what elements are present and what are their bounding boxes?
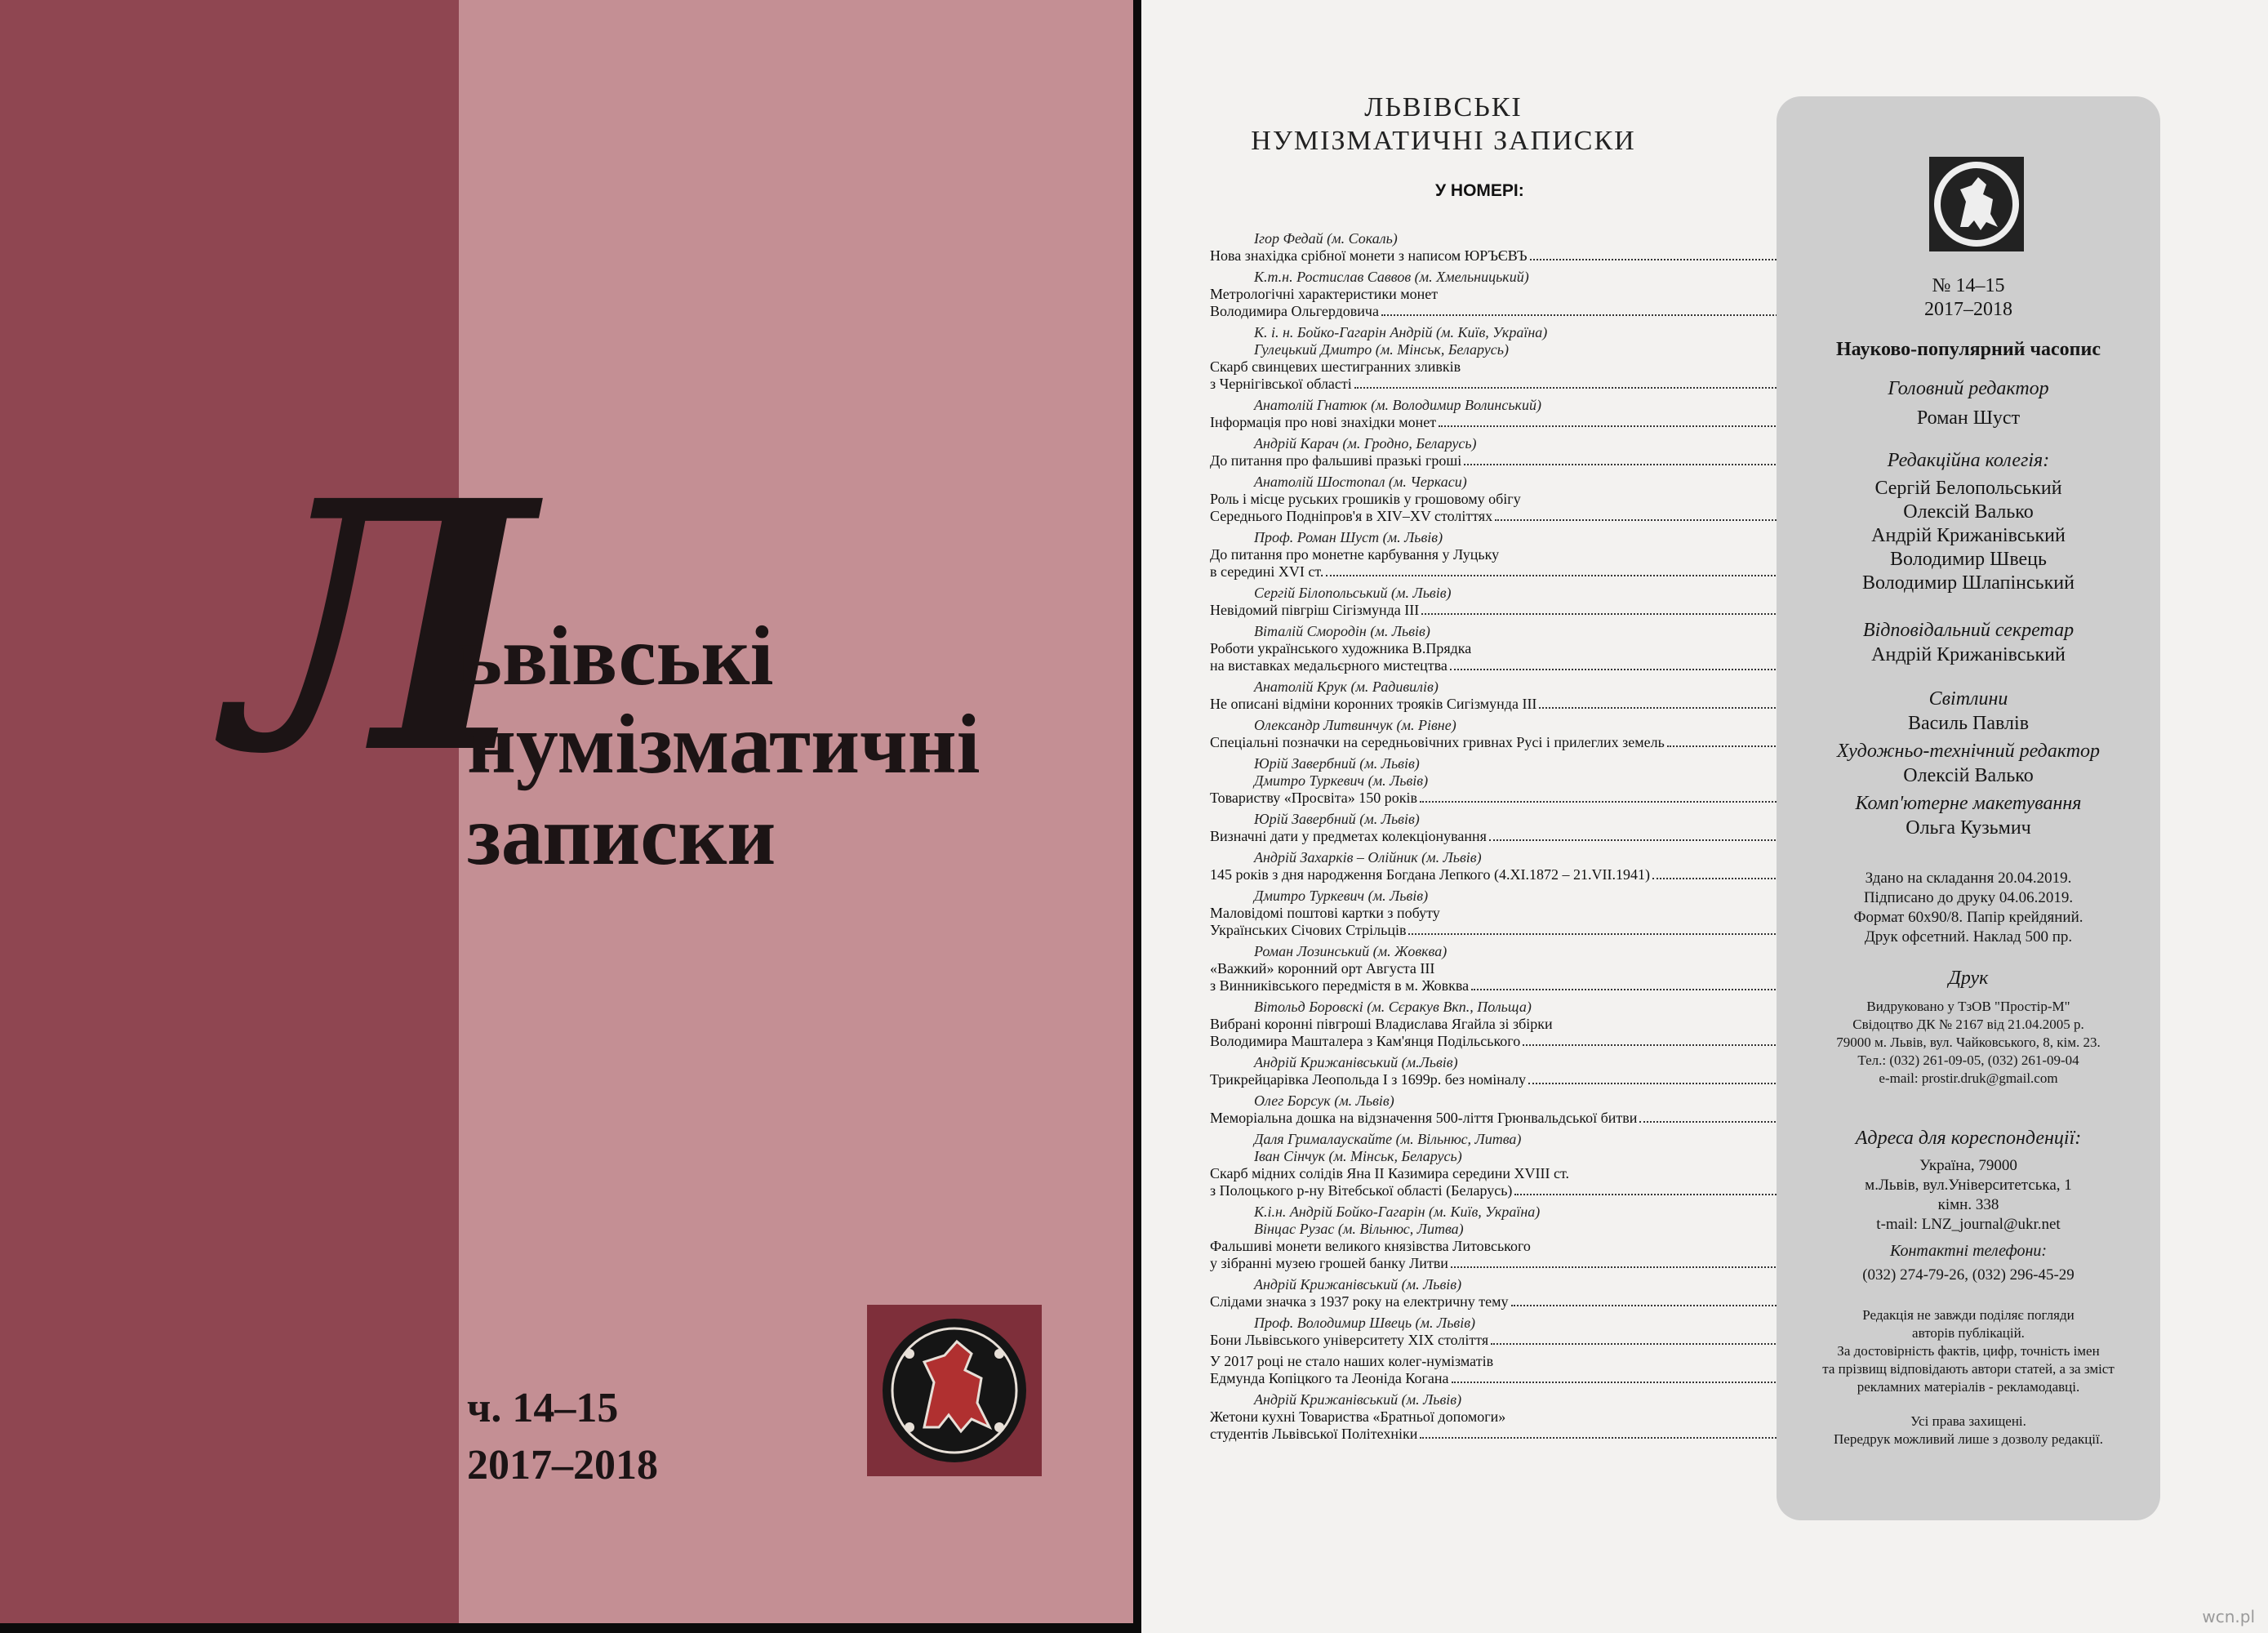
toc-entry bbox=[1210, 324, 1806, 393]
toc-last-line bbox=[1210, 1426, 1806, 1443]
toc-leader-dots bbox=[1354, 387, 1790, 389]
board-member: Олексій Валько bbox=[1903, 501, 2034, 523]
toc-last-line bbox=[1210, 1071, 1806, 1088]
rights-line: Передрук можливий лише з дозволу редакції. bbox=[1834, 1431, 2103, 1447]
toc-author: Юрій Завербний (м. Львів) bbox=[1254, 755, 1420, 772]
toc-entry bbox=[1210, 943, 1806, 994]
toc-author: Іван Сінчук (м. Мінськ, Беларусь) bbox=[1254, 1148, 1462, 1164]
in-issue-heading: У НОМЕРІ: bbox=[1435, 181, 1524, 200]
toc-leader-dots bbox=[1464, 464, 1789, 465]
toc-author: Віталій Смородін (м. Львів) bbox=[1254, 623, 1430, 639]
toc-title-line: Жетони кухні Товариства «Братньої допомоги» bbox=[1210, 1408, 1506, 1425]
toc-author: Проф. Володимир Швець (м. Львів) bbox=[1254, 1315, 1476, 1331]
toc-title-line: До питання про монетне карбування у Луцьку bbox=[1210, 546, 1500, 563]
disclaimer-line: та прізвищ відповідають автори статей, а за зміст bbox=[1822, 1361, 2115, 1377]
printer-line: Свідоцтво ДК № 2167 від 21.04.2005 р. bbox=[1852, 1017, 2084, 1032]
toc-entry bbox=[1210, 1391, 1806, 1443]
toc-last-line bbox=[1210, 508, 1806, 525]
toc-title: Визначні дати у предметах колекціонування bbox=[1210, 828, 1487, 844]
address-line: м.Львів, вул.Університетська, 1 bbox=[1865, 1177, 2072, 1194]
cover-issue-years: 2017–2018 bbox=[467, 1442, 658, 1489]
secretary-label: Відповідальний секретар bbox=[1862, 620, 2075, 641]
toc-author: Роман Лозинський (м. Жовква) bbox=[1254, 943, 1448, 959]
toc-last-line bbox=[1210, 563, 1806, 581]
toc-author: Олександр Литвинчук (м. Рівне) bbox=[1254, 717, 1456, 733]
toc-entry bbox=[1210, 435, 1806, 469]
photo-label: Світлини bbox=[1928, 688, 2008, 710]
lion-emblem-icon bbox=[867, 1305, 1042, 1476]
photo: Василь Павлів bbox=[1907, 713, 2030, 734]
toc-leader-dots bbox=[1381, 314, 1796, 316]
toc-title: Володимира Ольгердовича bbox=[1210, 303, 1379, 319]
toc-entry bbox=[1210, 1092, 1806, 1127]
toc-title: 145 років з дня народження Богдана Лепкого (4.XI.1872 – 21.VII.1941) bbox=[1210, 866, 1650, 883]
address-line: t-mail: LNZ_journal@ukr.net bbox=[1876, 1216, 2061, 1233]
toc-author: Олег Борсук (м. Львів) bbox=[1254, 1092, 1394, 1109]
toc-entry bbox=[1210, 623, 1806, 674]
toc-author: Андрій Захарків – Олійник (м. Львів) bbox=[1254, 849, 1482, 865]
toc-author: Вітольд Боровскі (м. Сєракув Вкп., Польща) bbox=[1254, 999, 1532, 1015]
toc-author: Вінцас Рузас (м. Вільнюс, Литва) bbox=[1254, 1221, 1464, 1237]
cover-initial-letter: Л bbox=[230, 427, 534, 830]
lion-emblem-icon bbox=[1929, 157, 2024, 251]
toc-last-line bbox=[1210, 414, 1806, 431]
secretary: Андрій Крижанівський bbox=[1871, 644, 2066, 665]
board-member: Андрій Крижанівський bbox=[1871, 525, 2066, 546]
toc-author: Даля Грималаускайте (м. Вільнюс, Литва) bbox=[1254, 1131, 1522, 1147]
journal-title-line1: ЛЬВІВСЬКІ bbox=[1364, 92, 1523, 122]
phones-label: Контактні телефони: bbox=[1889, 1242, 2048, 1260]
toc-title: Українських Січових Стрільців bbox=[1210, 922, 1407, 938]
chief-editor: Роман Шуст bbox=[1916, 407, 2021, 429]
toc-last-line bbox=[1210, 1033, 1806, 1050]
disclaimer-line: авторів публікацій. bbox=[1912, 1325, 2025, 1341]
art-label: Художньо-технічний редактор bbox=[1836, 741, 2101, 762]
disclaimer-line: Редакція не завжди поділяє погляди bbox=[1862, 1307, 2075, 1323]
toc-entry bbox=[1210, 1204, 1806, 1272]
toc-leader-dots bbox=[1451, 1266, 1789, 1268]
toc-last-line bbox=[1210, 1255, 1806, 1272]
toc-entry bbox=[1210, 474, 1806, 525]
imprint-box bbox=[1777, 96, 2160, 1520]
toc-title: Трикрейцарівка Леопольда І з 1699р. без номіналу bbox=[1210, 1071, 1526, 1088]
toc-last-line bbox=[1210, 790, 1806, 807]
toc-title: Володимира Машталера з Кам'янця Подільського bbox=[1210, 1033, 1521, 1049]
rights-line: Усі права захищені. bbox=[1910, 1413, 2026, 1429]
toc-title: Інформація про нові знахідки монет bbox=[1210, 414, 1437, 430]
toc-title-line: Метрологічні характеристики монет bbox=[1210, 286, 1439, 302]
toc-leader-dots bbox=[1514, 1194, 1789, 1195]
watermark: wcn.pl bbox=[2202, 1607, 2255, 1626]
toc-last-line bbox=[1210, 247, 1806, 265]
toc-leader-dots bbox=[1452, 1382, 1790, 1383]
toc-title-line: Скарб мідних солідів Яна ІІ Казимира середини XVIII ст. bbox=[1210, 1165, 1569, 1181]
print-info-line: Підписано до друку 04.06.2019. bbox=[1863, 889, 2074, 906]
toc-title: Товариству «Просвіта» 150 років bbox=[1210, 790, 1418, 806]
printer-line: Тел.: (032) 261-09-05, (032) 261-09-04 bbox=[1857, 1052, 2079, 1068]
toc-entry bbox=[1210, 849, 1806, 883]
toc-author: Проф. Роман Шуст (м. Львів) bbox=[1254, 529, 1443, 545]
cover-issue bbox=[467, 1380, 658, 1494]
toc-last-line bbox=[1210, 1370, 1806, 1387]
toc-title: студентів Львівської Політехніки bbox=[1210, 1426, 1418, 1442]
printer-line: 79000 м. Львів, вул. Чайковського, 8, кім. 23. bbox=[1836, 1035, 2101, 1050]
toc-last-line bbox=[1210, 1332, 1806, 1349]
toc-leader-dots bbox=[1450, 669, 1789, 670]
toc-title: з Чернігівської області bbox=[1210, 376, 1352, 392]
address-label: Адреса для кореспонденції: bbox=[1855, 1128, 2082, 1149]
toc-leader-dots bbox=[1528, 1083, 1789, 1084]
toc-leader-dots bbox=[1408, 933, 1789, 935]
toc-entry bbox=[1210, 1353, 1806, 1387]
toc-entry bbox=[1210, 529, 1806, 581]
toc-title: Едмунда Копіцкого та Леоніда Когана bbox=[1210, 1370, 1449, 1386]
toc-entry bbox=[1210, 999, 1806, 1050]
toc-entry bbox=[1210, 585, 1806, 619]
toc-entry bbox=[1210, 269, 1806, 320]
toc-author: Анатолій Шостопал (м. Черкаси) bbox=[1254, 474, 1467, 490]
toc-last-line bbox=[1210, 602, 1806, 619]
toc-leader-dots bbox=[1489, 839, 1789, 841]
toc-title-line: У 2017 році не стало наших колег-нумізматів bbox=[1210, 1353, 1494, 1369]
toc-last-line bbox=[1210, 828, 1806, 845]
toc-entry bbox=[1210, 755, 1806, 807]
toc-title-line: Роль і місце руських грошиків у грошовому обігу bbox=[1210, 491, 1521, 507]
printer-info bbox=[1777, 998, 2160, 1088]
toc-entry bbox=[1210, 679, 1806, 713]
toc-entry bbox=[1210, 1054, 1806, 1088]
toc-leader-dots bbox=[1639, 1121, 1789, 1123]
toc-leader-dots bbox=[1511, 1305, 1789, 1306]
toc-leader-dots bbox=[1652, 878, 1789, 879]
toc-last-line bbox=[1210, 922, 1806, 939]
toc-entry bbox=[1210, 888, 1806, 939]
toc-leader-dots bbox=[1439, 425, 1789, 427]
toc-leader-dots bbox=[1667, 745, 1789, 747]
table-of-contents bbox=[1210, 230, 1806, 1447]
toc-title-line: Скарб свинцевих шестигранних зливків bbox=[1210, 358, 1461, 375]
toc-author: Гулецький Дмитро (м. Мінськ, Беларусь) bbox=[1254, 341, 1509, 358]
toc-leader-dots bbox=[1420, 1437, 1789, 1439]
disclaimer-line: рекламних матеріалів - рекламодавці. bbox=[1857, 1379, 2080, 1395]
print-info-line: Формат 60х90/8. Папір крейдяний. bbox=[1853, 909, 2083, 926]
toc-title: Спеціальні позначки на середньовічних гривнах Русі і прилеглих земель bbox=[1210, 734, 1665, 750]
toc-author: Дмитро Туркевич (м. Львів) bbox=[1254, 888, 1429, 904]
toc-last-line bbox=[1210, 1182, 1806, 1199]
toc-entry bbox=[1210, 1131, 1806, 1199]
print-info-line: Друк офсетний. Наклад 500 пр. bbox=[1864, 928, 2073, 946]
toc-title: Не описані відміни коронних трояків Сигізмунда ІІІ bbox=[1210, 696, 1537, 712]
chief-editor-label: Головний редактор bbox=[1888, 378, 2049, 399]
toc-author: Дмитро Туркевич (м. Львів) bbox=[1254, 772, 1429, 789]
toc-leader-dots bbox=[1539, 707, 1789, 709]
cover-title-line2: нумізматичні bbox=[467, 697, 981, 791]
toc-last-line bbox=[1210, 452, 1806, 469]
toc-entry bbox=[1210, 717, 1806, 751]
toc-title: Бони Львівського університету XIX століття bbox=[1210, 1332, 1489, 1348]
toc-last-line bbox=[1210, 977, 1806, 994]
toc-title: До питання про фальшиві празькі гроші bbox=[1210, 452, 1462, 469]
address-line: Україна, 79000 bbox=[1919, 1157, 2017, 1174]
toc-title-line: Маловідомі поштові картки з побуту bbox=[1210, 905, 1440, 921]
address-info bbox=[1777, 1156, 2160, 1235]
board-member: Сергій Белопольський bbox=[1874, 478, 2062, 499]
address-line: кімн. 338 bbox=[1937, 1196, 1999, 1213]
printer-line: e-mail: prostir.druk@gmail.com bbox=[1879, 1070, 2058, 1086]
print-info bbox=[1777, 869, 2160, 947]
toc-author: Ігор Федай (м. Сокаль) bbox=[1254, 230, 1398, 247]
toc-author: Андрій Крижанівський (м.Львів) bbox=[1254, 1054, 1458, 1070]
toc-leader-dots bbox=[1326, 575, 1789, 576]
disclaimer-line: За достовірність фактів, цифр, точність імен bbox=[1837, 1343, 2100, 1359]
toc-author: К.і.н. Андрій Бойко-Гагарін (м. Київ, Україна) bbox=[1254, 1204, 1541, 1220]
toc-author: Андрій Крижанівський (м. Львів) bbox=[1254, 1276, 1462, 1293]
toc-last-line bbox=[1210, 376, 1806, 393]
board-member: Володимир Шлапінський bbox=[1862, 572, 2075, 594]
toc-leader-dots bbox=[1523, 1044, 1789, 1046]
toc-leader-dots bbox=[1495, 519, 1789, 521]
rights bbox=[1777, 1413, 2160, 1448]
toc-leader-dots bbox=[1530, 259, 1796, 260]
toc-entry bbox=[1210, 397, 1806, 431]
toc-last-line bbox=[1210, 1110, 1806, 1127]
imprint-type: Науково-популярний часопис bbox=[1836, 339, 2101, 360]
print-info-line: Здано на складання 20.04.2019. bbox=[1865, 870, 2072, 887]
imprint-years: 2017–2018 bbox=[1924, 299, 2012, 320]
toc-title: з Полоцького р-ну Вітебської області (Беларусь) bbox=[1210, 1182, 1513, 1199]
toc-title-line: «Важкий» коронний орт Августа ІІІ bbox=[1210, 960, 1435, 977]
toc-author: К.т.н. Ростислав Саввов (м. Хмельницький) bbox=[1254, 269, 1529, 285]
toc-last-line bbox=[1210, 1293, 1806, 1310]
board-label: Редакційна колегія: bbox=[1887, 450, 2050, 471]
toc-leader-dots bbox=[1420, 801, 1789, 803]
toc-author: Андрій Карач (м. Гродно, Беларусь) bbox=[1254, 435, 1477, 452]
toc-entry bbox=[1210, 1315, 1806, 1349]
toc-author: Андрій Крижанівський (м. Львів) bbox=[1254, 1391, 1462, 1408]
toc-leader-dots bbox=[1471, 989, 1789, 990]
toc-title: з Винниківського передмістя в м. Жовква bbox=[1210, 977, 1470, 994]
toc-leader-dots bbox=[1491, 1343, 1789, 1345]
toc-last-line bbox=[1210, 734, 1806, 751]
toc-author: Юрій Завербний (м. Львів) bbox=[1254, 811, 1420, 827]
board-member: Володимир Швець bbox=[1890, 549, 2047, 570]
phones: (032) 274-79-26, (032) 296-45-29 bbox=[1862, 1266, 2075, 1284]
toc-title-line: Роботи українського художника В.Прядка bbox=[1210, 640, 1472, 656]
printer-line: Видруковано у ТзОВ "Простір-М" bbox=[1866, 999, 2070, 1014]
toc-last-line bbox=[1210, 303, 1806, 320]
toc-title: в середині XVI ст. bbox=[1210, 563, 1324, 580]
toc-title: Середнього Подніпров'я в XIV–XV століттях bbox=[1210, 508, 1493, 524]
art-editor: Олексій Валько bbox=[1903, 765, 2034, 786]
journal-cover bbox=[0, 0, 1133, 1623]
layout-designer: Ольга Кузьмич bbox=[1906, 817, 2031, 839]
toc-last-line bbox=[1210, 696, 1806, 713]
contents-page bbox=[1141, 0, 2268, 1633]
toc-author: Анатолій Гнатюк (м. Володимир Волинський) bbox=[1254, 397, 1541, 413]
toc-title: Слідами значка з 1937 року на електричну тему bbox=[1210, 1293, 1509, 1310]
printer-label: Друк bbox=[1948, 968, 1989, 989]
journal-title-line2: НУМІЗМАТИЧНІ ЗАПИСКИ bbox=[1251, 125, 1636, 156]
toc-author: К. і. н. Бойко-Гагарін Андрій (м. Київ, Україна) bbox=[1254, 324, 1548, 340]
toc-title: на виставках медальєрного мистецтва bbox=[1210, 657, 1448, 674]
toc-title-line: Фальшиві монети великого князівства Литовського bbox=[1210, 1238, 1531, 1254]
toc-title: Меморіальна дошка на відзначення 500-ліття Грюнвальдської битви bbox=[1210, 1110, 1638, 1126]
toc-leader-dots bbox=[1421, 613, 1789, 615]
cover-title-line3: записки bbox=[467, 789, 776, 883]
cover-issue-number: ч. 14–15 bbox=[467, 1385, 619, 1431]
imprint-issue: № 14–15 bbox=[1932, 275, 2005, 296]
toc-title: Нова знахідка срібної монети з написом ЮРЪЄВЪ bbox=[1210, 247, 1528, 264]
toc-last-line bbox=[1210, 866, 1806, 883]
toc-author: Анатолій Крук (м. Радивилів) bbox=[1254, 679, 1439, 695]
toc-entry bbox=[1210, 811, 1806, 845]
disclaimer bbox=[1777, 1306, 2160, 1396]
toc-author: Сергій Білопольський (м. Львів) bbox=[1254, 585, 1452, 601]
toc-last-line bbox=[1210, 657, 1806, 674]
layout-label: Комп'ютерне макетування bbox=[1855, 793, 2082, 814]
board-list bbox=[1777, 477, 2160, 595]
toc-title: у зібранні музею грошей банку Литви bbox=[1210, 1255, 1448, 1271]
toc-entry bbox=[1210, 230, 1806, 265]
toc-title: Невідомий півгріш Сігізмунда ІІІ bbox=[1210, 602, 1420, 618]
toc-entry bbox=[1210, 1276, 1806, 1310]
journal-title bbox=[1215, 91, 1672, 158]
toc-title-line: Вибрані коронні півгроші Владислава Ягайла зі збірки bbox=[1210, 1016, 1553, 1032]
cover-title-line1: ьвівські bbox=[457, 609, 774, 703]
